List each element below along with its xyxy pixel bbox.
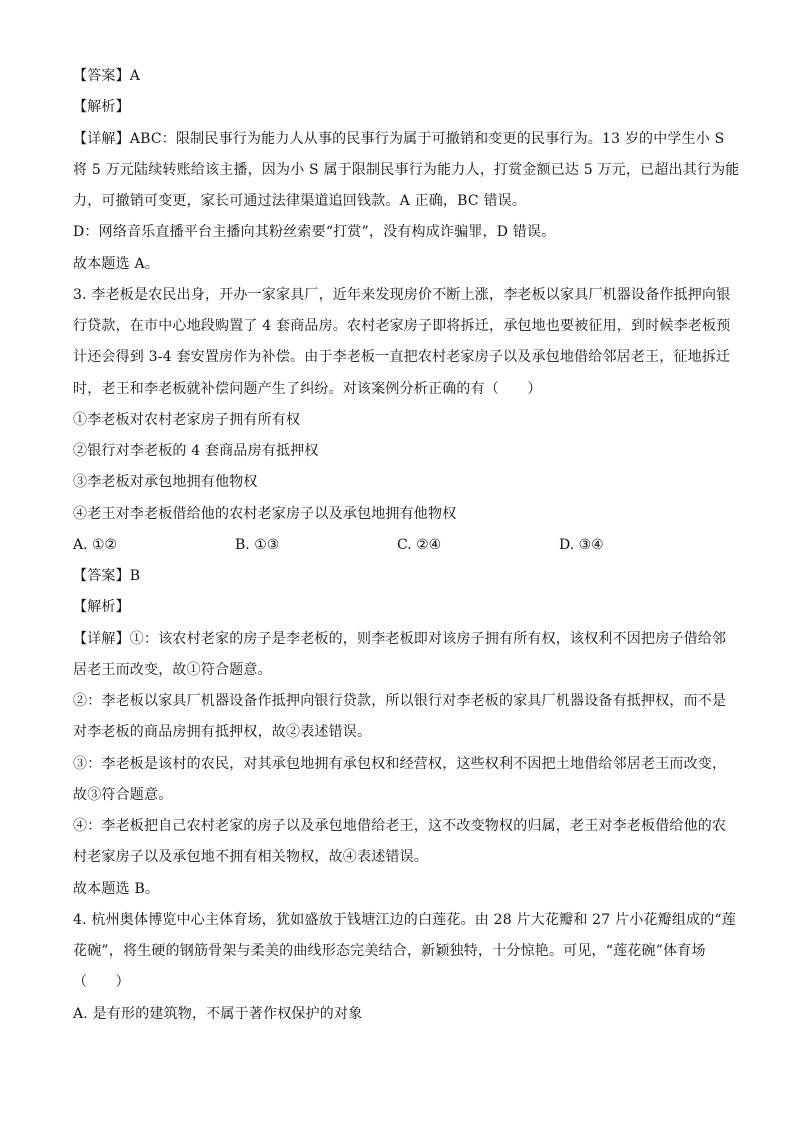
answer-label-2: 【答案】B — [73, 568, 141, 584]
statement-3: ③李老板对承包地拥有他物权 — [73, 474, 258, 490]
explanation-line: 村老家房子以及承包地不拥有相关物权，故④表述错误。 — [73, 849, 428, 865]
question-4-text: 花碗”，将生硬的钢筋骨架与柔美的曲线形态完美结合，新颖独特，十分惊艳。可见，“莲花碗”体育场 — [73, 943, 706, 959]
explanation-line: 【详解】ABC：限制民事行为能力人从事的民事行为属于可撤销和变更的民事行为。13 岁的中学生小 S — [73, 131, 725, 147]
statement-2: ②银行对李老板的 4 套商品房有抵押权 — [73, 443, 319, 459]
option-b: B. ①③ — [235, 537, 280, 553]
explanation-line: ④：李老板把自己农村老家的房子以及承包地借给老王，这不改变物权的归属，老王对李老板借给他的农 — [73, 818, 727, 834]
question-3-text: 行贷款，在市中心地段购置了 4 套商品房。农村老家房子即将拆迁，承包地也要被征用，到时候李老板预 — [73, 318, 731, 334]
analysis-label-1: 【解析】 — [73, 99, 130, 115]
explanation-line: ③：李老板是该村的农民，对其承包地拥有承包权和经营权，这些权利不因把土地借给邻居老王而改变， — [73, 756, 727, 772]
question-3-text: 时，老王和李老板就补偿问题产生了纠纷。对该案例分析正确的有（ ） — [73, 381, 542, 397]
option-a-q4: A. 是有形的建筑物，不属于著作权保护的对象 — [73, 1006, 363, 1022]
statement-1: ①李老板对农村老家房子拥有所有权 — [73, 412, 301, 428]
explanation-line: 力，可撤销可变更，家长可通过法律渠道追回钱款。A 正确，BC 错误。 — [73, 193, 527, 209]
question-4-text: （ ） — [73, 974, 130, 990]
conclusion-line: 故本题选 A。 — [73, 256, 159, 272]
option-d: D. ③④ — [559, 537, 604, 553]
question-3-text: 3. 李老板是农民出身，开办一家家具厂，近年来发现房价不断上涨，李老板以家具厂机器设备作抵押向银 — [73, 287, 731, 303]
statement-4: ④老王对李老板借给他的农村老家房子以及承包地拥有他物权 — [73, 506, 457, 522]
option-c: C. ②④ — [397, 537, 442, 553]
answer-label-1: 【答案】A — [73, 68, 141, 84]
explanation-line: ②：李老板以家具厂机器设备作抵押向银行贷款，所以银行对李老板的家具厂机器设备有抵押权，而不是 — [73, 693, 727, 709]
explanation-line: 将 5 万元陆续转账给该主播，因为小 S 属于限制民事行为能力人，打赏金额已达 5 万元，已超出其行为能 — [73, 162, 740, 178]
explanation-line: 【详解】①：该农村老家的房子是李老板的，则李老板即对该房子拥有所有权，该权利不因把房子借给邻 — [73, 631, 727, 647]
explanation-line: 居老王而改变，故①符合题意。 — [73, 662, 272, 678]
explanation-line: 对李老板的商品房拥有抵押权，故②表述错误。 — [73, 724, 372, 740]
explanation-line: 故③符合题意。 — [73, 787, 173, 803]
explanation-line: D：网络音乐直播平台主播向其粉丝索要“打赏”，没有构成诈骗罪，D 错误。 — [73, 224, 556, 240]
option-a: A. ①② — [73, 537, 118, 553]
analysis-label-2: 【解析】 — [73, 599, 130, 615]
conclusion-line: 故本题选 B。 — [73, 881, 160, 897]
question-4-text: 4. 杭州奥体博览中心主体育场，犹如盛放于钱塘江边的白莲花。由 28 片大花瓣和 27 片小花瓣组成的“莲 — [73, 912, 736, 928]
question-3-text: 计还会得到 3-4 套安置房作为补偿。由于李老板一直把农村老家房子以及承包地借给邻居老王，征地拆迁 — [73, 349, 731, 365]
